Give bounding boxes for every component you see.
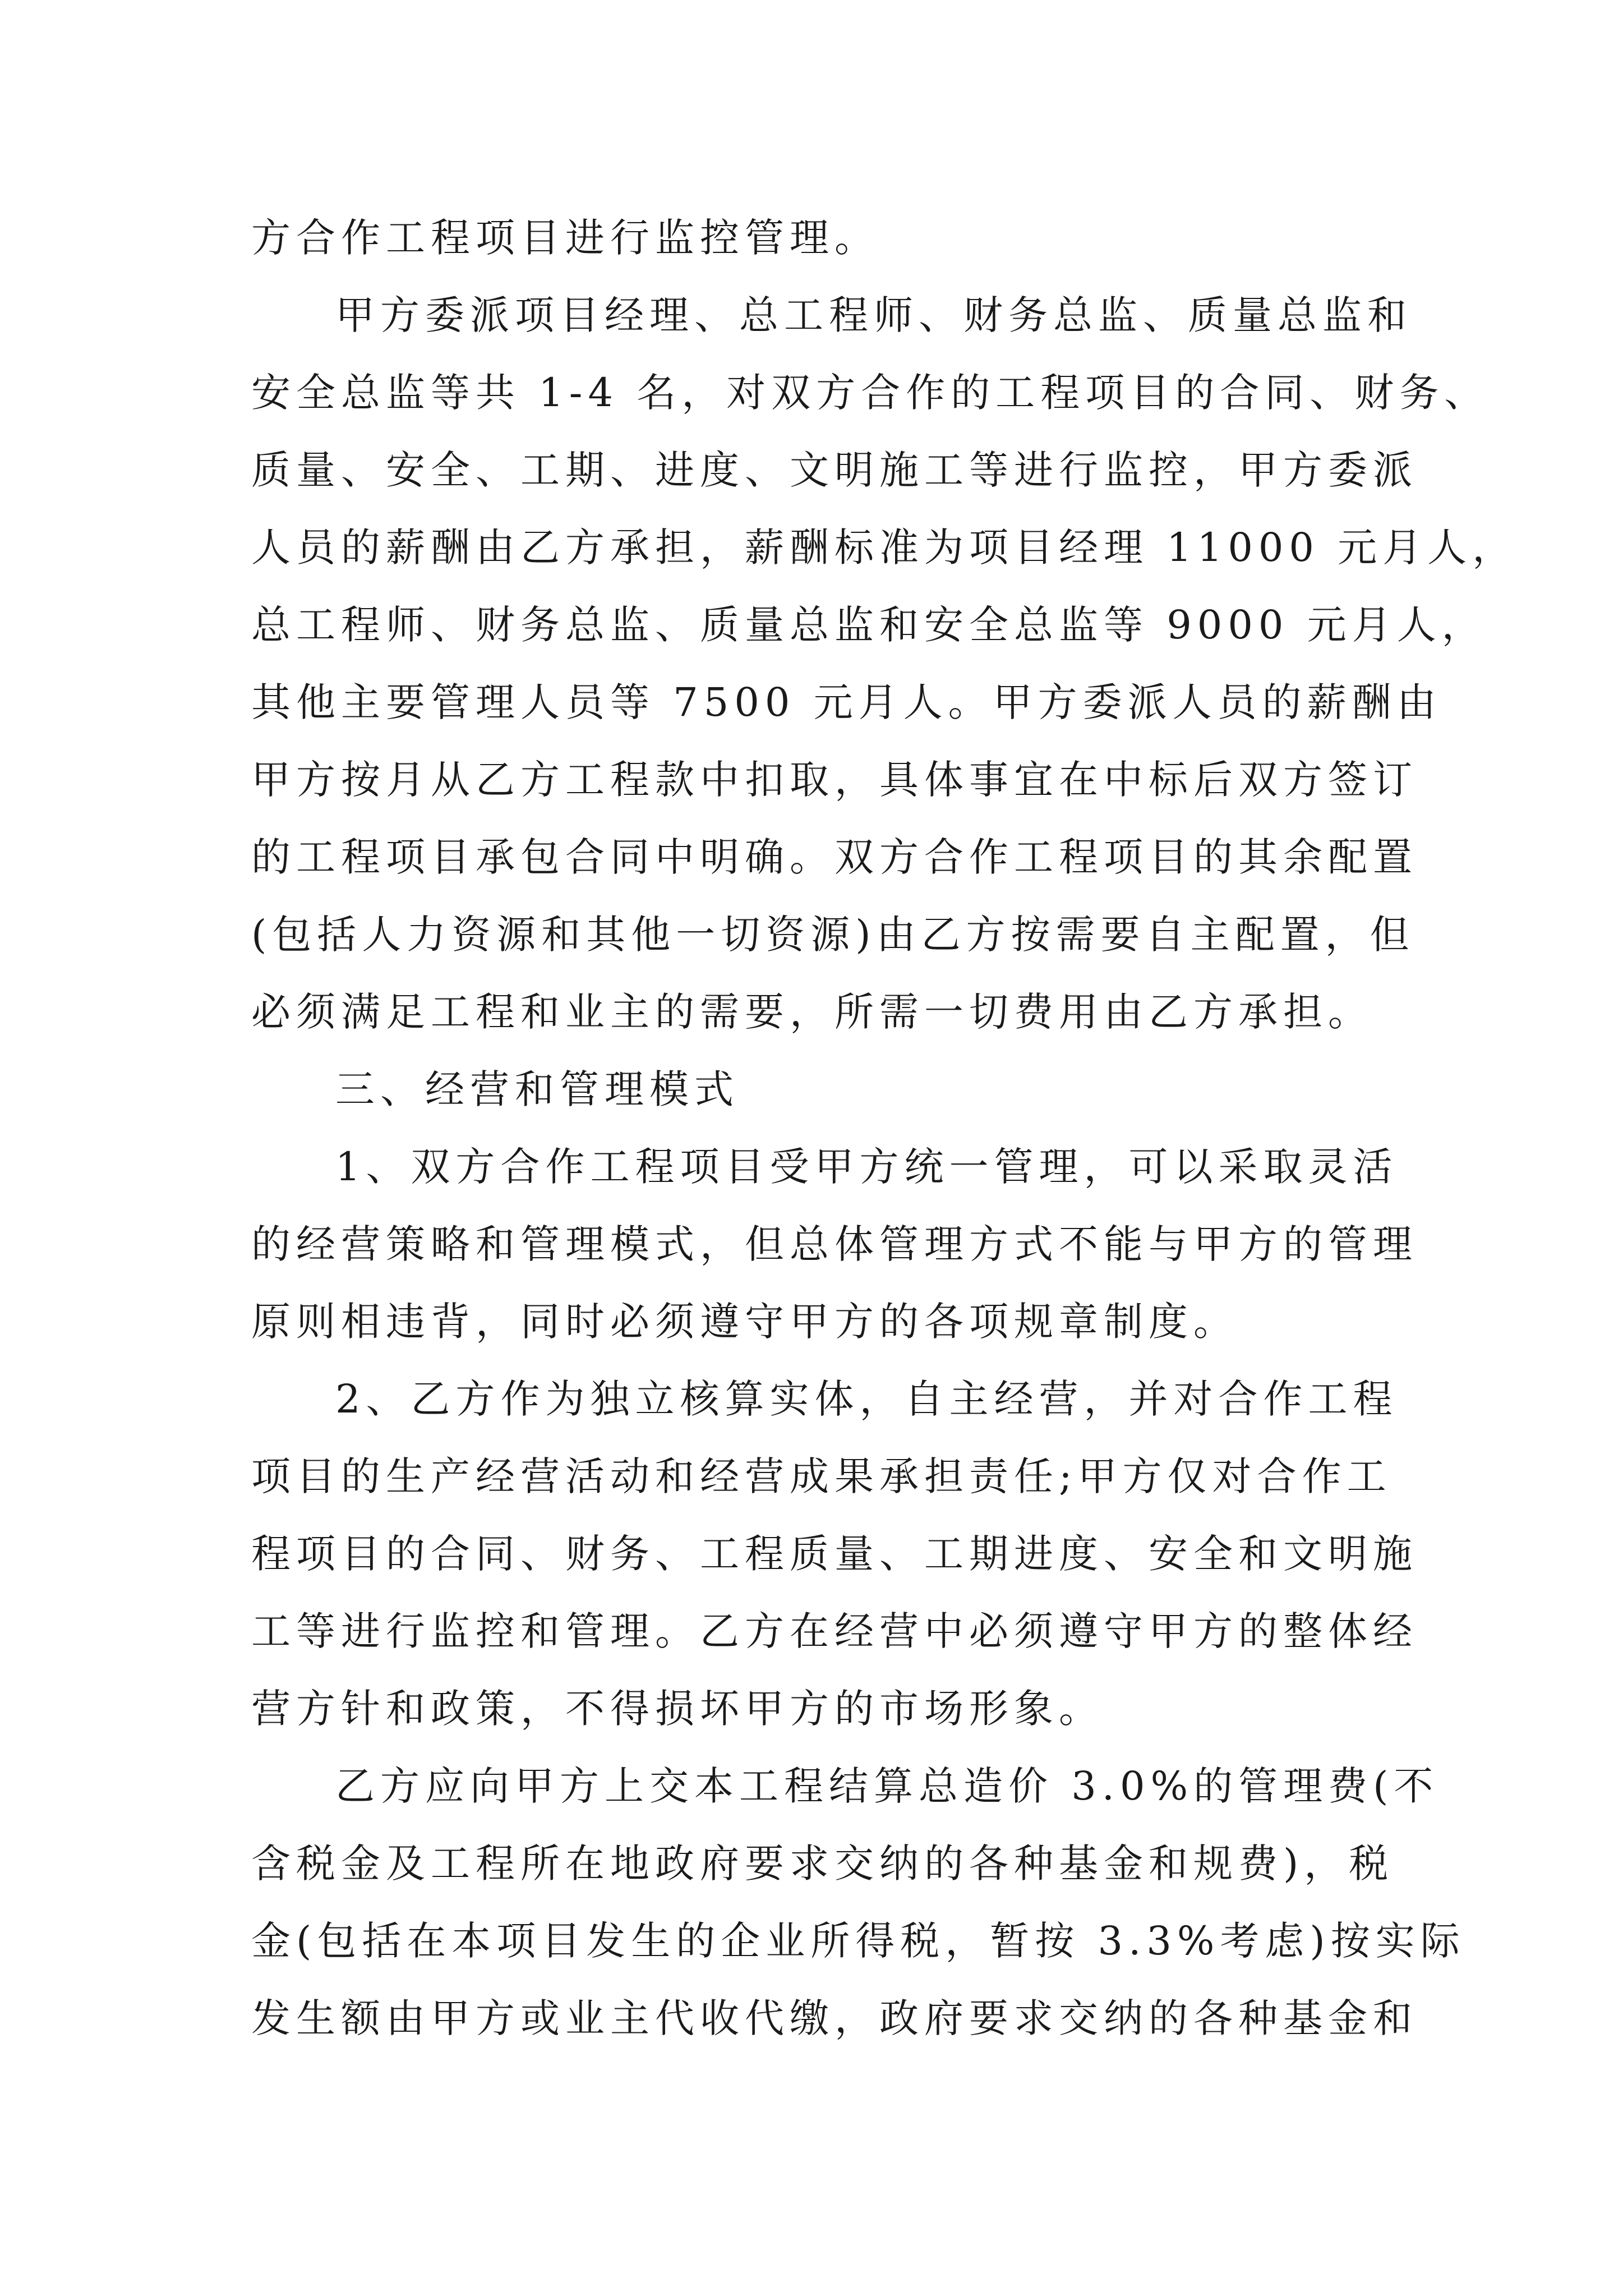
text-line: 原则相违背，同时必须遵守甲方的各项规章制度。 — [251, 1299, 1238, 1345]
text-line: 安全总监等共 1-4 名，对双方合作的工程项目的合同、财务、 — [251, 370, 1490, 416]
text-line: 总工程师、财务总监、质量总监和安全总监等 9000 元月人， — [251, 602, 1487, 648]
text-line: 必须满足工程和业主的需要，所需一切费用由乙方承担。 — [251, 989, 1373, 1035]
text-line: 发生额由甲方或业主代收代缴，政府要求交纳的各种基金和 — [251, 1995, 1418, 2041]
text-line: 含税金及工程所在地政府要求交纳的各种基金和规费)，税 — [251, 1841, 1394, 1887]
text-line: (包括人力资源和其他一切资源)由乙方按需要自主配置，但 — [251, 912, 1415, 958]
text-line: 人员的薪酬由乙方承担，薪酬标准为项目经理 11000 元月人， — [251, 524, 1518, 570]
text-line: 工等进行监控和管理。乙方在经营中必须遵守甲方的整体经 — [251, 1608, 1418, 1654]
text-line: 甲方按月从乙方工程款中扣取，具体事宜在中标后双方签订 — [251, 757, 1418, 803]
text-line: 三、经营和管理模式 — [335, 1066, 739, 1112]
text-line: 的工程项目承包合同中明确。双方合作工程项目的其余配置 — [251, 834, 1418, 880]
document-body — [251, 199, 1518, 2057]
text-line: 质量、安全、工期、进度、文明施工等进行监控，甲方委派 — [251, 447, 1418, 493]
text-line: 1、双方合作工程项目受甲方统一管理，可以采取灵活 — [335, 1144, 1398, 1190]
text-line: 金(包括在本项目发生的企业所得税，暂按 3.3%考虑)按实际 — [251, 1918, 1465, 1964]
text-line: 方合作工程项目进行监控管理。 — [251, 215, 879, 261]
text-line: 甲方委派项目经理、总工程师、财务总监、质量总监和 — [335, 292, 1412, 338]
text-line: 其他主要管理人员等 7500 元月人。甲方委派人员的薪酬由 — [251, 679, 1442, 725]
text-line: 乙方应向甲方上交本工程结算总造价 3.0%的管理费(不 — [335, 1763, 1439, 1809]
text-line: 程项目的合同、财务、工程质量、工期进度、安全和文明施 — [251, 1531, 1418, 1577]
text-line: 2、乙方作为独立核算实体，自主经营，并对合作工程 — [335, 1376, 1398, 1422]
text-line: 项目的生产经营活动和经营成果承担责任;甲方仅对合作工 — [251, 1453, 1392, 1499]
text-line: 营方针和政策，不得损坏甲方的市场形象。 — [251, 1686, 1104, 1732]
text-line: 的经营策略和管理模式，但总体管理方式不能与甲方的管理 — [251, 1221, 1418, 1267]
